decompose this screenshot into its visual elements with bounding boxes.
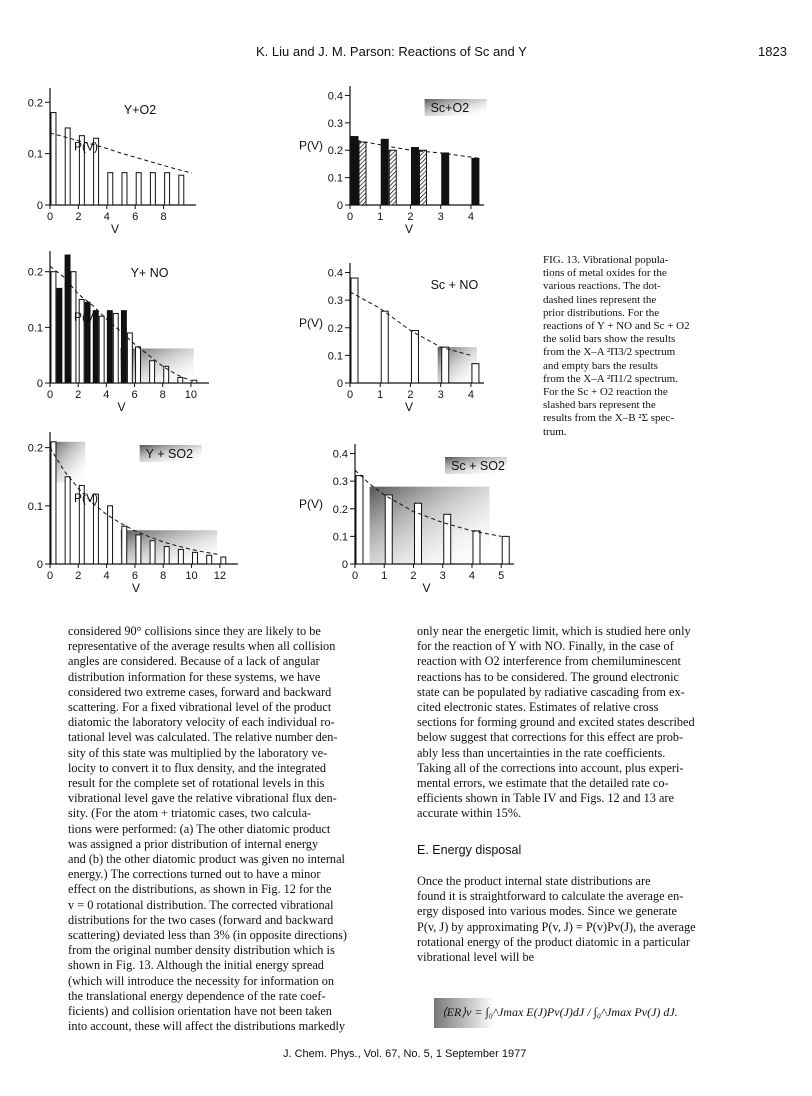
x-tick-label: 8 [160,570,167,582]
chart-y-o2 [27,85,270,236]
bar-solid [121,311,126,383]
y-tick-label: 0.2 [327,145,343,158]
y-tick-label: 0.4 [332,448,348,461]
x-axis-label: V [111,222,120,236]
bar-empty [136,347,141,383]
x-tick-label: 4 [467,211,474,223]
text-line: (which will introduce the necessity for information on [68,973,335,988]
x-tick-label: 0 [346,389,354,401]
panel-label: Sc+O2 [430,101,470,115]
bar-solid [411,148,418,206]
bar-empty [51,113,56,205]
bar-empty [192,380,197,383]
x-tick-label: 4 [468,570,476,582]
text-line: representative of the average results when all collision [68,639,336,654]
y-axis-label: P(V) [299,497,323,511]
x-tick-label: 2 [410,570,417,582]
running-head: K. Liu and J. M. Parson: Reactions of Sc and Y [256,44,527,59]
x-axis-label: V [132,581,141,595]
x-axis-label: V [405,222,414,236]
text-line: effect on the distributions, as shown in Fig. 12 for the [68,882,332,897]
x-tick-label: 10 [185,570,198,582]
y-tick-label: 0.3 [332,476,348,489]
y-tick-label: 0.2 [27,266,43,279]
caption-line: dashed lines represent the [543,293,657,306]
x-tick-label: 4 [103,570,110,582]
x-tick-label: 8 [159,389,166,401]
text-line: the translational energy dependence of the rate coef- [68,988,326,1003]
caption-line: from the X–A ²Π1/2 spectrum. [543,372,678,385]
x-tick-label: 2 [75,570,82,582]
body-column-right-2 [417,874,757,965]
bar-empty [150,173,155,205]
bar-solid [442,153,449,205]
text-line: shown in Fig. 13. Although the initial energy spread [68,958,324,973]
y-tick-label: 0.3 [327,117,343,130]
y-tick-label: 0.4 [327,90,343,103]
text-line: scattering) deviated less than 3% (in opposite directions) [68,928,347,943]
x-tick-label: 0 [46,389,54,401]
caption-line: the solid bars show the results [543,333,676,346]
bar-empty [179,175,184,205]
bar-empty [136,535,141,564]
x-tick-label: 3 [437,389,444,401]
y-tick-label: 0.1 [327,172,343,185]
bar-solid [107,311,112,383]
x-tick-label: 5 [498,570,505,582]
x-tick-label: 10 [184,389,198,401]
bar-solid [65,255,70,383]
text-line: ficients) and collision orientation have not been taken [68,1004,332,1019]
bar-empty [164,547,169,564]
bar-empty [65,128,70,205]
equation-text: ⟨ER⟩v = ∫₀^Jmax E(J)Pv(J)dJ / ∫₀^Jmax Pv(J) dJ. [442,1005,678,1019]
bar-empty [193,552,198,564]
text-line: reaction with O2 interference from chemiluminescent [417,654,681,669]
y-axis-label: P(V) [74,310,98,324]
y-tick-label: 0 [36,200,43,212]
text-line: rotational energy of the product diatomic in a particular [417,934,690,949]
text-line: result for the complete set of rotational levels in this [68,776,325,791]
text-line: considered 90° collisions since they are likely to be [68,624,321,638]
caption-line: prior distributions. For the [543,306,660,319]
bar-solid [57,288,62,383]
x-tick-label: 8 [160,211,167,223]
y-tick-label: 0 [341,559,348,571]
text-line: considered two extreme cases, forward and backward [68,684,332,699]
text-line: accurate within 15%. [417,806,522,821]
y-tick-label: 0.3 [327,295,343,308]
bar-slashed [419,150,426,205]
text-line: Taking all of the corrections into account, plus experi- [417,760,684,775]
x-tick-label: 0 [346,211,354,223]
bar-empty [502,536,509,564]
bar-empty [178,549,183,564]
body-column-right [417,624,757,822]
chart-sc-so2 [295,430,525,595]
x-tick-label: 3 [439,570,446,582]
text-line: ergy disposed into various modes. Since we generate [417,904,677,919]
bar-empty [51,272,56,383]
prior-distribution-line [350,292,471,356]
x-tick-label: 4 [103,211,110,223]
caption-line: results from the X–B ²Σ spec- [543,412,674,425]
bar-empty [444,514,451,564]
x-tick-label: 1 [381,570,388,582]
text-line: Once the product internal state distributions are [417,874,651,888]
x-tick-label: 0 [46,211,54,223]
bar-empty [71,272,76,383]
y-tick-label: 0.2 [332,503,348,516]
y-axis-label: P(V) [74,139,98,154]
x-tick-label: 6 [131,570,138,582]
text-line: scattering. For a fixed vibrational level of the product [68,700,332,715]
x-tick-label: 2 [75,389,82,401]
bar-empty [356,476,363,564]
y-tick-label: 0 [336,378,343,390]
caption-line: various reactions. The dot- [543,280,661,293]
y-tick-label: 0.4 [327,267,343,280]
panel-label: Y + SO2 [145,447,194,461]
text-line: sity. (For the atom + triatomic cases, two calcula- [68,806,312,821]
text-line: ably less than uncertainties in the rate coefficients. [417,745,666,760]
bar-empty [473,531,480,564]
bar-empty [221,557,226,564]
bar-empty [51,442,56,564]
y-tick-label: 0 [36,559,43,571]
text-line: energy.) The corrections turned out to have a minor [68,867,321,882]
x-tick-label: 3 [437,211,444,223]
bar-slashed [359,142,366,205]
bar-empty [136,173,141,205]
caption-line: reactions of Y + NO and Sc + O2 [543,320,690,333]
bar-empty [99,316,104,383]
text-line: found it is straightforward to calculate the average en- [417,889,684,904]
x-tick-label: 6 [131,389,138,401]
text-line: mental errors, we estimate that the detailed rate co- [417,776,669,791]
page-footer: J. Chem. Phys., Vol. 67, No. 5, 1 September 1977 [283,1048,527,1060]
y-tick-label: 0.1 [27,500,43,513]
x-tick-label: 0 [351,570,359,582]
text-line: for the reaction of Y with NO. Finally, in the case of [417,639,674,654]
x-tick-label: 12 [213,570,226,582]
x-tick-label: 2 [407,211,414,223]
text-line: below suggest that corrections for this effect are prob- [417,730,684,745]
bar-empty [113,313,118,383]
chart-sc-o2 [295,85,495,236]
panel-label: Y+ NO [130,266,169,280]
bar-empty [442,347,449,383]
figure-caption [543,254,713,439]
prior-distribution-line [50,133,192,173]
text-line: was assigned a prior distribution of internal energy [68,836,319,851]
y-axis-label: P(V) [74,491,98,505]
x-axis-label: V [422,581,431,595]
caption-line: For the Sc + O2 reaction the [543,386,668,399]
panel-label: Sc + NO [430,278,479,292]
section-heading: E. Energy disposal [417,843,522,857]
equation [434,998,754,1028]
bar-empty [65,477,70,564]
bar-empty [150,361,155,383]
x-axis-label: V [117,400,126,414]
bar-slashed [389,150,396,205]
bar-empty [127,333,132,383]
x-tick-label: 4 [103,389,110,401]
text-line: vibrational level will be [417,950,535,965]
y-tick-label: 0 [336,200,343,212]
bar-empty [165,173,170,205]
caption-line: and empty bars the results [543,359,658,372]
bar-empty [414,503,421,564]
x-tick-label: 1 [377,211,384,223]
bar-empty [122,526,127,564]
chart-y-no [27,250,290,414]
x-axis-label: V [405,400,414,414]
caption-line: from the X–A ²Π3/2 spectrum [543,346,676,359]
text-line: efficients shown in Table IV and Figs. 12 and 13 are [417,791,674,806]
text-line: vibrational level gave the relative vibrational flux den- [68,791,337,806]
text-line: state can be populated by radiative cascading from ex- [417,684,685,699]
bar-empty [385,495,392,564]
text-line: angles are considered. Because of a lack of angular [68,654,320,669]
text-line: P(v, J) by approximating P(v, J) = P(v)Pv(J), the average [417,919,696,934]
y-tick-label: 0.1 [332,531,348,544]
bar-empty [122,173,127,205]
bar-solid [381,139,388,205]
x-tick-label: 6 [132,211,139,223]
y-tick-label: 0 [36,378,43,390]
text-line: cited electronic states. Estimates of relative cross [417,700,659,715]
text-line: distribution information for these systems, we have [68,669,321,684]
y-axis-label: P(V) [299,138,323,153]
bar-solid [472,158,479,205]
y-tick-label: 0.2 [327,322,343,335]
x-tick-label: 2 [407,389,414,401]
page-number: 1823 [758,44,787,59]
x-tick-label: 0 [46,570,54,582]
bar-empty [411,331,418,383]
text-line: v = 0 rotational distribution. The corrected vibrational [68,897,334,912]
caption-line: FIG. 13. Vibrational popula- [543,254,669,266]
text-line: only near the energetic limit, which is studied here only [417,624,691,638]
text-line: sity of this state was multiplied by the laboratory ve- [68,745,328,760]
bar-empty [351,278,358,383]
panel-label: Sc + SO2 [451,459,505,473]
chart-sc-no [295,250,515,414]
y-axis-label: P(V) [299,316,323,330]
x-tick-label: 1 [377,389,384,401]
bar-empty [381,311,388,383]
caption-line: trum. [543,425,567,438]
text-line: into account, these will affect the distributions markedly [68,1019,346,1034]
bar-empty [472,364,479,383]
caption-line: slashed bars represent the [543,399,656,412]
text-line: distributions for the two cases (forward and backward [68,912,334,927]
text-line: diatomic the laboratory velocity of each individual ro- [68,715,335,730]
text-line: tions were performed: (a) The other diatomic product [68,821,331,836]
chart-y-so2 [27,430,310,595]
bar-empty [108,506,113,564]
text-line: tational level was calculated. The relative number den- [68,730,338,745]
text-line: sections for forming ground and excited states described [417,715,695,730]
bar-empty [150,541,155,564]
body-column-left [68,624,398,1034]
text-line: locity to convert it to flux density, and the integrated [68,760,327,775]
bar-empty [178,377,183,383]
y-tick-label: 0.2 [27,442,43,455]
y-tick-label: 0.1 [27,148,43,161]
x-tick-label: 2 [75,211,82,223]
y-tick-label: 0.1 [327,350,343,363]
text-line: reactions has to be considered. The ground electronic [417,669,680,684]
y-tick-label: 0.1 [27,322,43,335]
bar-empty [108,173,113,205]
text-line: and (b) the other diatomic product was given no internal [68,852,345,867]
text-line: from the original number density distribution which is [68,943,335,958]
panel-label: Y+O2 [123,103,157,117]
y-tick-label: 0.2 [27,97,43,110]
bar-empty [207,555,212,564]
caption-line: tions of metal oxides for the [543,267,667,280]
bar-solid [351,137,358,205]
x-tick-label: 4 [467,389,474,401]
